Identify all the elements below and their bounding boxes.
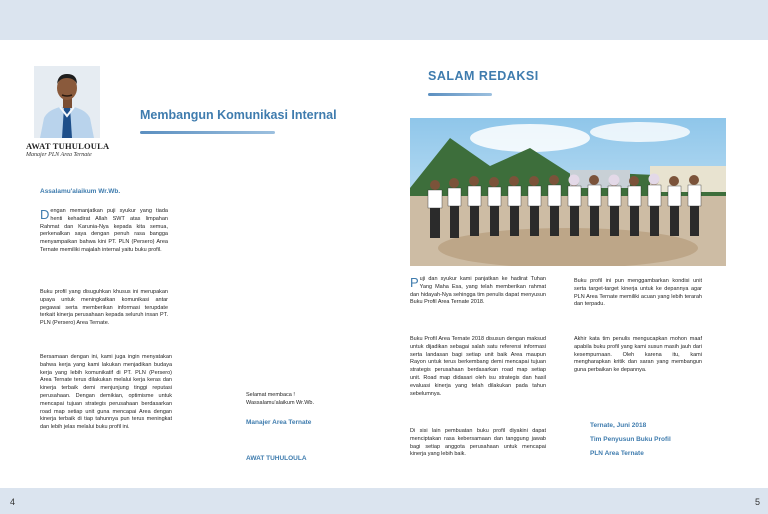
page-number-right: 5 <box>755 497 761 507</box>
sign-place-date: Ternate, Juni 2018 <box>590 422 647 429</box>
paragraph-text: uji dan syukur kami panjatkan ke hadirat Tuhan Yang Maha Esa, yang telah memberikan rahmat dan hidayah-Nya sehingga tim penulis dapat menyusun Buku Profil Area Ternate 2018. <box>410 276 546 306</box>
right-col2-paragraph-1: Buku profil ini pun menggambarkan kondisi unit serta target-target kinerja untuk ke depannya agar PLN Area Ternate memiliki acuan yang lebih terarah dan terpadu. <box>574 278 702 308</box>
title-brush-stroke-right <box>428 93 492 96</box>
group-photo <box>410 118 726 266</box>
drop-cap-right: P <box>410 275 419 290</box>
author-name: AWAT TUHULOULA <box>26 141 110 151</box>
left-paragraph-1 <box>40 208 168 255</box>
closing-line: Selamat membaca ! <box>246 392 295 398</box>
right-paragraph-1 <box>410 276 546 307</box>
signature-role: Manajer Area Ternate <box>246 419 312 426</box>
signature-name: AWAT TUHULOULA <box>246 455 307 462</box>
left-page-title: Membangun Komunikasi Internal <box>140 108 337 122</box>
greeting: Assalamu'alaikum Wr.Wb. <box>40 188 121 195</box>
sign-org: PLN Area Ternate <box>590 450 644 457</box>
right-paragraph-2: Buku Profil Area Ternate 2018 disusun dengan maksud untuk dijadikan sebagai salah satu referensi informasi serta landasan bagi setiap unit baik Area maupun Rayon untuk terus berkembang demi mencapai tujuan strategis perusahaan berdasarkan road map setiap unit. Road map didasari oleh isu strategis dan hasil evaluasi kinerja yang telah dilakukan pada tahun sebelumnya. <box>410 336 546 397</box>
right-col2-paragraph-2: Akhir kata tim penulis mengucapkan mohon maaf apabila buku profil yang kami susun masih jauh dari kesempurnaan. Oleh karena itu, kami mengharapkan kritik dan saran yang membangun guna perbaikan ke depannya. <box>574 336 702 374</box>
drop-cap: D <box>40 207 50 222</box>
paragraph-text: engan memanjatkan puji syukur yang tiada henti kehadirat Allah SWT atas limpahan Rahmat dan Karunia-Nya kepada kita semua, perkenalkan saya dengan penuh rasa bangga menyampaikan bahwa kini PT. PLN (Persero) Area Ternate memiliki majalah internal yaitu buku profil. <box>40 208 168 253</box>
right-page-title: SALAM REDAKSI <box>428 69 539 83</box>
author-role: Manajer PLN Area Ternate <box>26 152 92 158</box>
sign-team: Tim Penyusun Buku Profil <box>590 436 671 443</box>
title-brush-stroke <box>140 131 275 134</box>
left-paragraph-2: Buku profil yang disuguhkan khusus ini merupakan upaya untuk meningkatkan komunikasi antar pegawai serta memberikan informasi terupdate terkait kinerja perusahaan kepada seluruh insan PT. PLN (Persero) Area Ternate. <box>40 289 168 327</box>
closing-salam: Wassalamu'alaikum Wr.Wb. <box>246 400 314 406</box>
author-portrait <box>34 66 100 138</box>
left-paragraph-3: Bersamaan dengan ini, kami juga ingin menyatakan bahwa kerja yang kami lakukan menjadikan budaya kerja yang lebih komunikatif di PT. PLN (Persero) Area Ternate terus dilakukan melalui kerja keras dan kinerja terbaik demi menjunjung tinggi reputasi perusahaan. Dengan demikian, optimisme untuk mencapai tujuan strategis perusahaan berdasarkan road map setiap unit guna mencapai Area dengan kinerja terbaik di tiap tahunnya pun terus meningkat dan lebih jelas melalui buku profil ini. <box>40 354 172 431</box>
page-number-left: 4 <box>10 497 16 507</box>
right-paragraph-3: Di sisi lain pembuatan buku profil diyakini dapat menciptakan rasa kebersamaan dan tanggung jawab bagi setiap anggota perusahaan untuk mencapai kinerja yang lebih baik. <box>410 428 546 458</box>
